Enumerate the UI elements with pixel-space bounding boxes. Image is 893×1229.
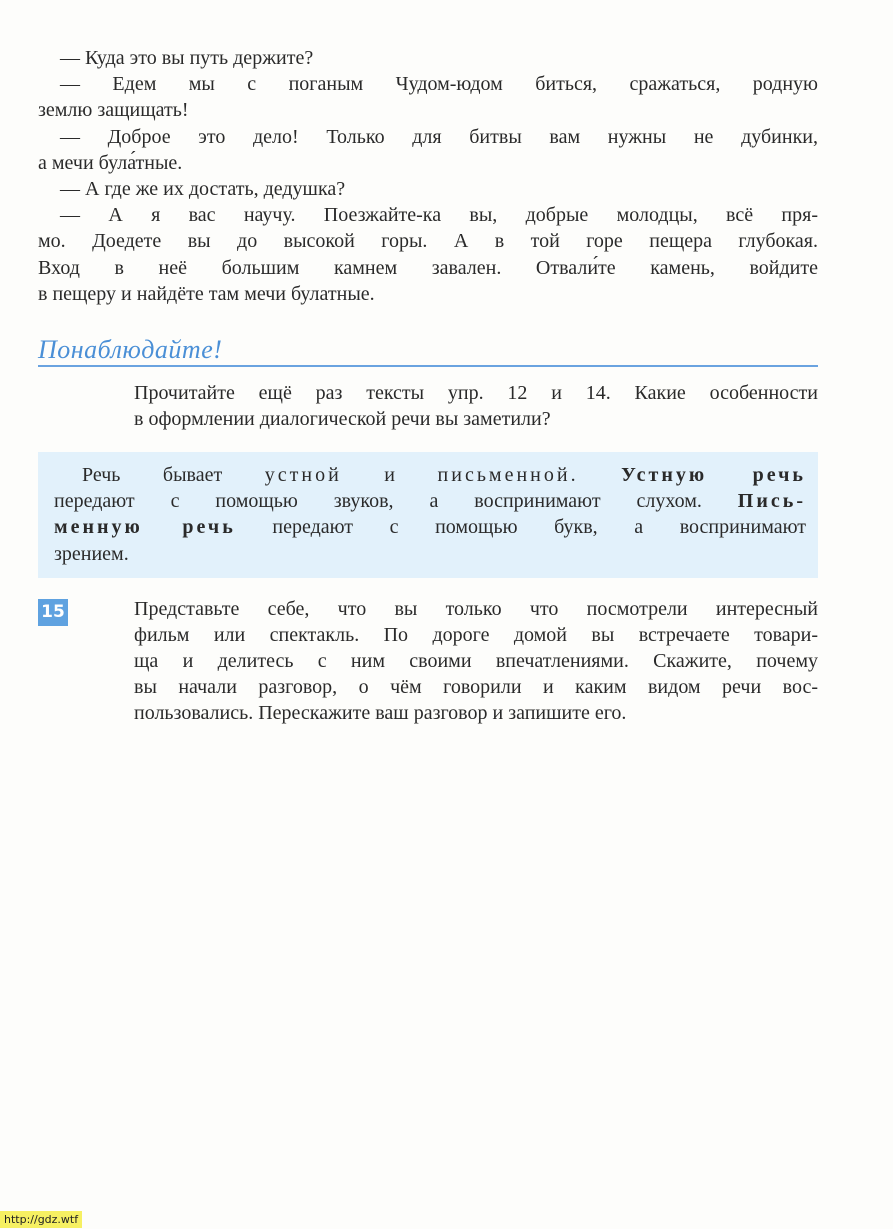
rule-line [82,462,806,488]
term-written-speech: менную речь [54,516,236,538]
heading-divider [38,365,818,367]
text-line: мо. Доедете вы до высокой горы. А в той горе пещера глубокая. [38,230,818,252]
text-line: — А я вас научу. Поезжайте-ка вы, добрые молодцы, всё пря- [60,204,818,226]
text-line: — Куда это вы путь держите? [60,47,314,69]
rule-text: передают с помощью звуков, а воспринимают слухом. [54,490,702,512]
exercise-line: вы начали разговор, о чём говорили и каким видом речи вос- [134,676,818,698]
term-written-speech: Пись- [737,490,806,512]
text-line: землю защищать! [38,99,189,121]
exercise-line: ща и делитесь с ним своими впечатлениями. Скажите, почему [134,650,818,672]
rule-line: зрением. [54,543,129,565]
observe-line: в оформлении диалогической речи вы заметили? [134,408,551,430]
text-line: — А где же их достать, дедушка? [60,178,346,200]
rule-text: Речь бывает [82,464,265,486]
exercise-line: пользовались. Перескажите ваш разговор и запишите его. [134,702,627,724]
rule-text: и [341,464,438,486]
text-line: — Едем мы с поганым Чудом-юдом биться, сражаться, родную [60,73,818,95]
rule-line [54,488,806,514]
rule-line [54,514,806,540]
footer-link[interactable]: http://gdz.wtf [0,1211,82,1228]
term-oral: устной [264,464,342,486]
text-line: а мечи була́тные. [38,152,183,174]
term-oral-speech: Устную речь [621,464,807,486]
text-line: в пещеру и найдёте там мечи булатные. [38,283,375,305]
text-line: Вход в неё большим камнем завален. Отвали́те камень, войдите [38,257,818,279]
exercise-line: фильм или спектакль. По дороге домой вы встречаете товари- [134,624,818,646]
observe-line: Прочитайте ещё раз тексты упр. 12 и 14. Какие особенности [134,382,818,404]
exercise-number: 15 [38,599,68,626]
exercise-line: Представьте себе, что вы только что посмотрели интересный [134,598,818,620]
term-written: письменной. [437,464,579,486]
text-line: — Доброе это дело! Только для битвы вам нужны не дубинки, [60,126,818,148]
observe-heading: Понаблюдайте! [38,335,223,364]
rule-text: передают с помощью букв, а воспринимают [272,516,807,538]
